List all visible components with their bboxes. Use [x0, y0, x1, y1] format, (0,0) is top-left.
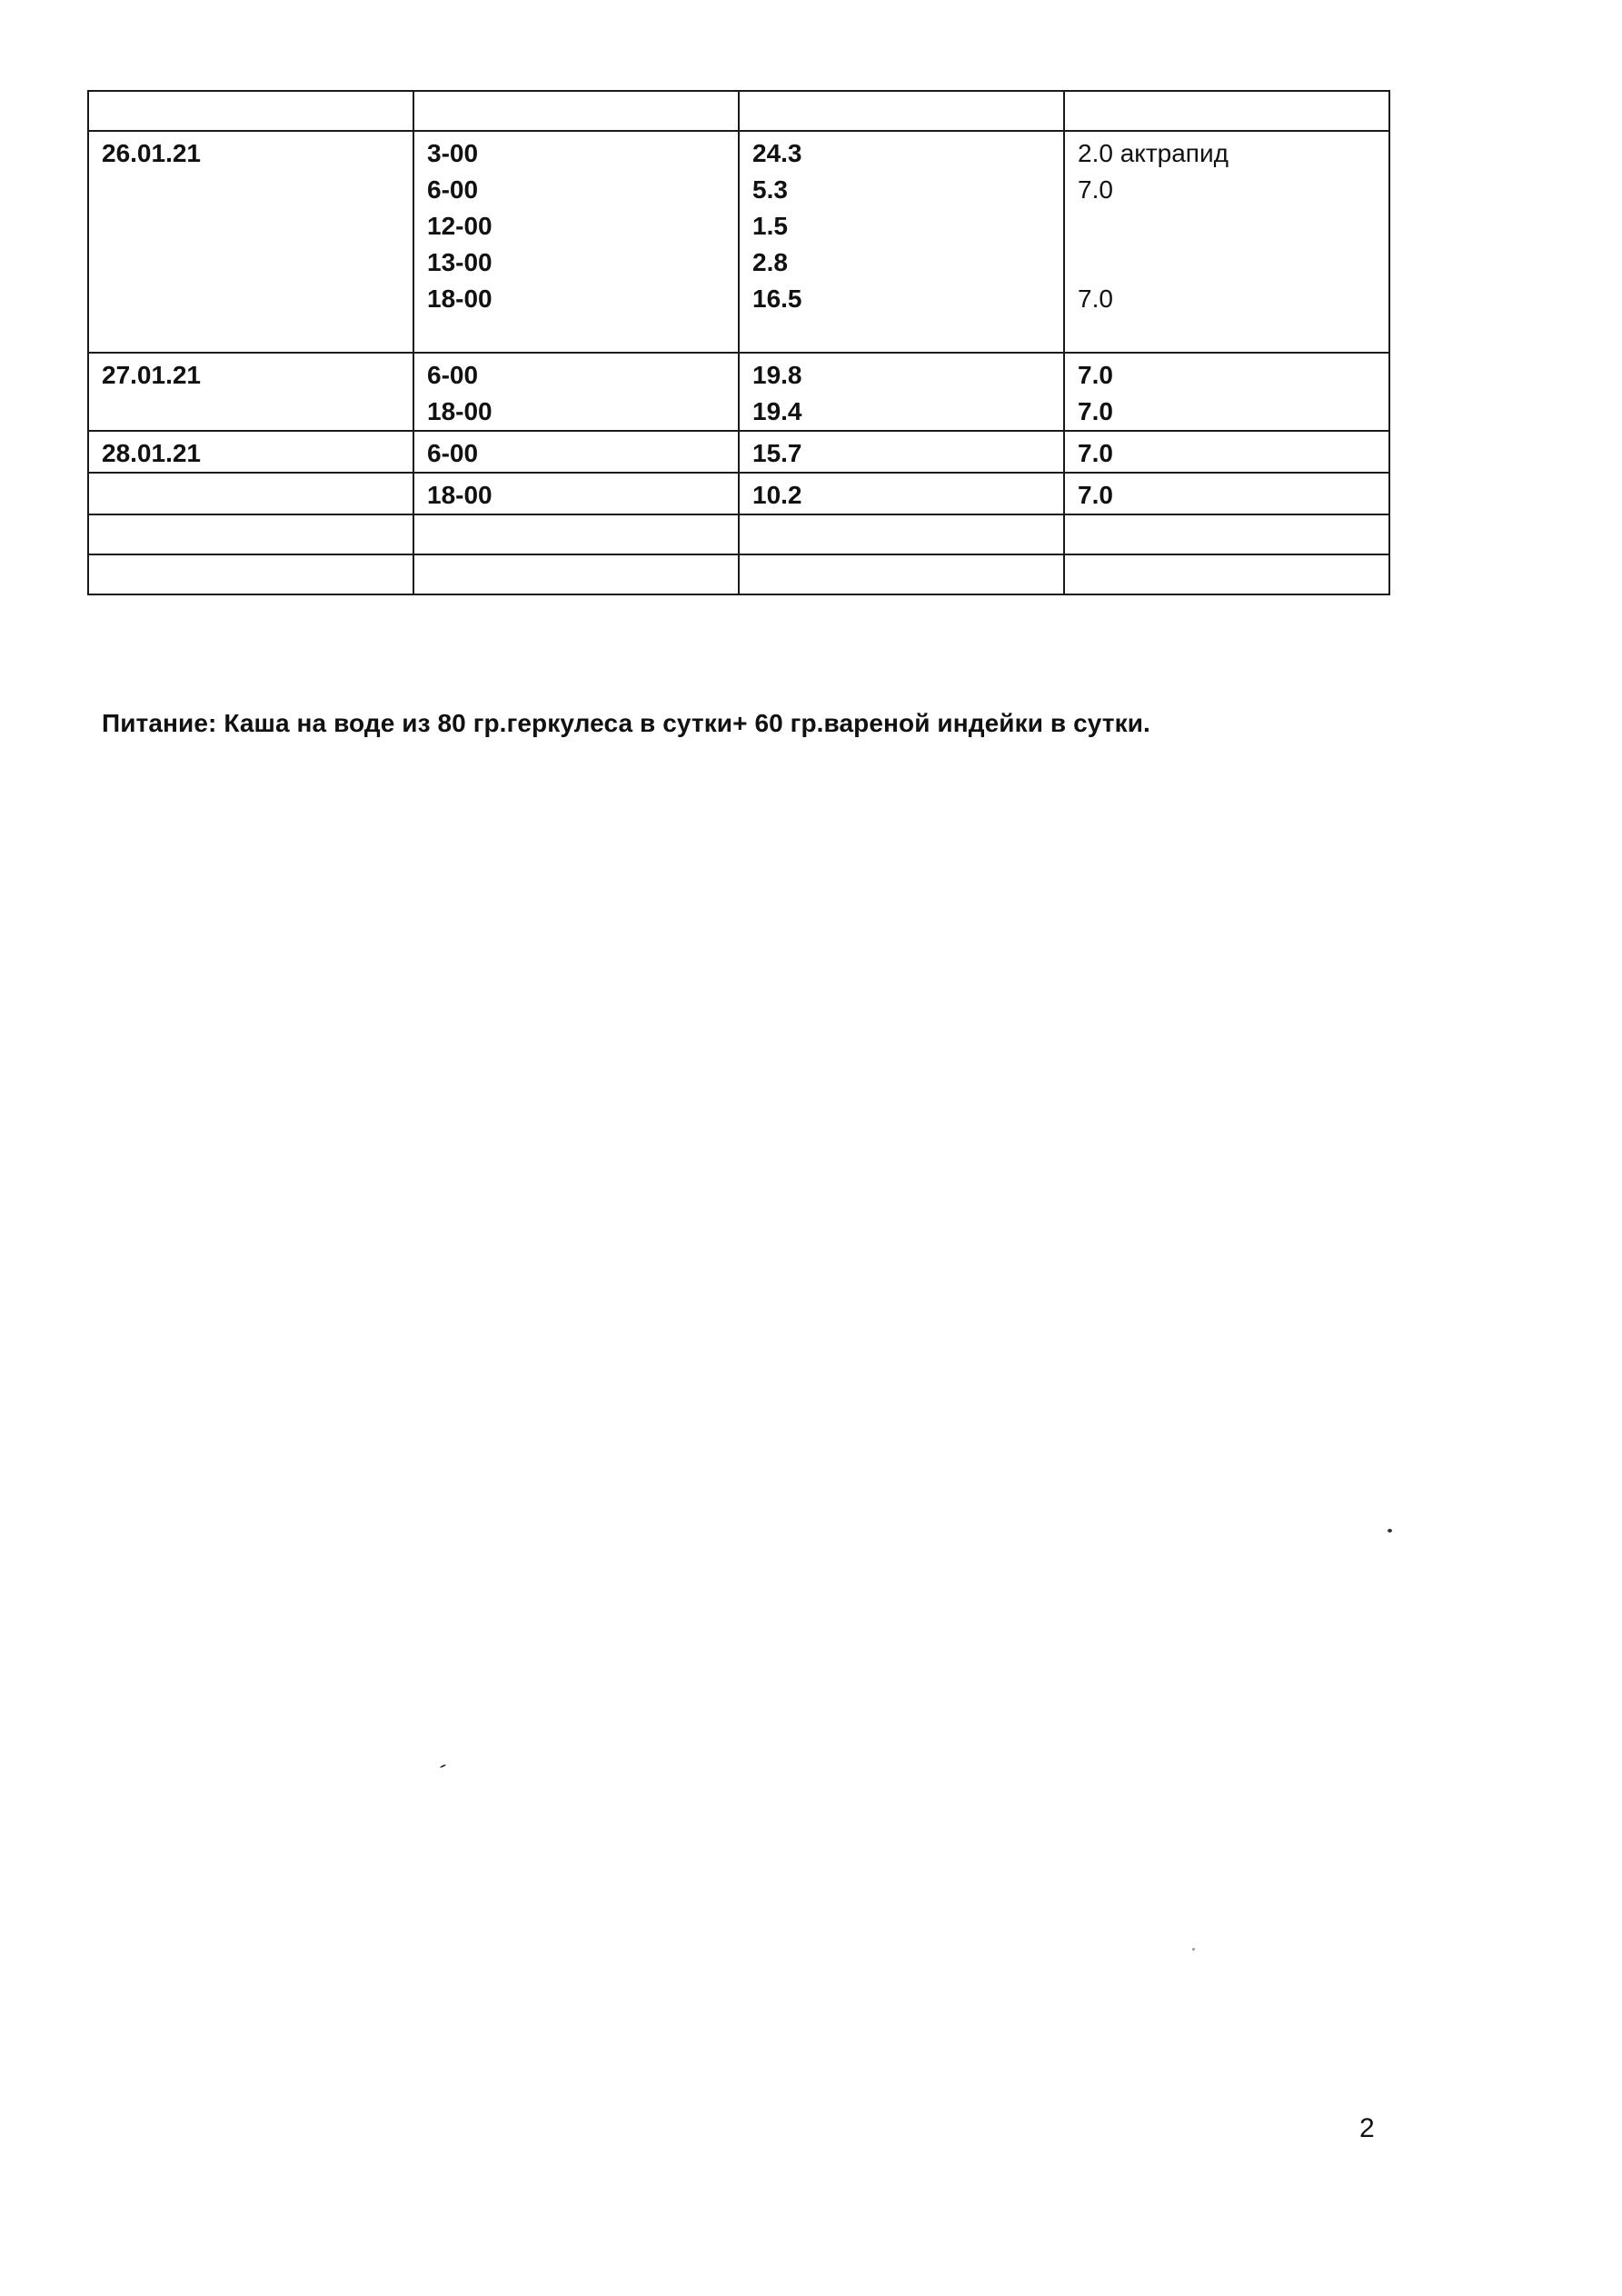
insulin-cell	[1064, 353, 1389, 431]
insulin-value: 7.0	[1078, 439, 1113, 467]
table-empty-row	[88, 554, 1389, 594]
empty-cell	[1064, 554, 1389, 594]
glucose-value: 16.5	[752, 285, 802, 313]
time-value: 18-00	[427, 481, 493, 509]
time-cell	[413, 131, 739, 353]
table-empty-row	[88, 514, 1389, 554]
time-value: 6-00	[427, 439, 479, 467]
time-value: 13-00	[427, 248, 493, 276]
date-value: 26.01.21	[102, 139, 201, 167]
table-row	[88, 431, 1389, 473]
date-cell	[88, 431, 413, 473]
insulin-value: 7.0	[1078, 285, 1113, 313]
scan-speck	[440, 1764, 446, 1769]
glucose-cell	[739, 131, 1064, 353]
glucose-value: 1.5	[752, 212, 788, 240]
empty-cell	[88, 554, 413, 594]
glucose-cell	[739, 473, 1064, 514]
time-cell	[413, 431, 739, 473]
insulin-value: 2.0 актрапид	[1078, 139, 1229, 167]
insulin-value: 7.0	[1078, 361, 1113, 389]
insulin-value: 7.0	[1078, 481, 1113, 509]
date-value: 28.01.21	[102, 439, 201, 467]
date-cell	[88, 353, 413, 431]
insulin-cell	[1064, 473, 1389, 514]
empty-cell	[739, 514, 1064, 554]
empty-cell	[413, 514, 739, 554]
table-row	[88, 353, 1389, 431]
glucose-value: 2.8	[752, 248, 788, 276]
insulin-cell	[1064, 431, 1389, 473]
page-number: 2	[1359, 2113, 1375, 2143]
scan-speck	[1192, 1948, 1195, 1951]
table-row	[88, 131, 1389, 353]
time-value: 12-00	[427, 212, 493, 240]
insulin-cell	[1064, 131, 1389, 353]
glucose-value: 15.7	[752, 439, 802, 467]
date-value: 27.01.21	[102, 361, 201, 389]
date-cell	[88, 131, 413, 353]
insulin-value: 7.0	[1078, 175, 1113, 204]
glucose-cell	[739, 431, 1064, 473]
time-cell	[413, 473, 739, 514]
insulin-value	[1078, 245, 1376, 281]
insulin-value: 7.0	[1078, 397, 1113, 425]
time-cell	[413, 353, 739, 431]
header-cell	[1064, 91, 1389, 131]
time-value: 6-00	[427, 175, 479, 204]
time-value: 18-00	[427, 285, 493, 313]
glucose-log-table	[87, 90, 1390, 595]
glucose-value: 19.8	[752, 361, 802, 389]
table-row	[88, 473, 1389, 514]
date-value	[102, 477, 400, 514]
header-cell	[739, 91, 1064, 131]
empty-cell	[1064, 514, 1389, 554]
table-header-row	[88, 91, 1389, 131]
glucose-value: 19.4	[752, 397, 802, 425]
empty-cell	[88, 514, 413, 554]
glucose-value: 24.3	[752, 139, 802, 167]
time-value: 6-00	[427, 361, 479, 389]
glucose-value: 10.2	[752, 481, 802, 509]
scan-speck	[1388, 1529, 1392, 1532]
header-cell	[413, 91, 739, 131]
glucose-cell	[739, 353, 1064, 431]
date-cell	[88, 473, 413, 514]
glucose-value: 5.3	[752, 175, 788, 204]
empty-cell	[739, 554, 1064, 594]
time-value: 18-00	[427, 397, 493, 425]
nutrition-note: Питание: Каша на воде из 80 гр.геркулеса в сутки+ 60 гр.вареной индейки в сутки.	[102, 709, 1150, 737]
insulin-value	[1078, 208, 1376, 245]
time-value: 3-00	[427, 139, 479, 167]
empty-cell	[413, 554, 739, 594]
header-cell	[88, 91, 413, 131]
